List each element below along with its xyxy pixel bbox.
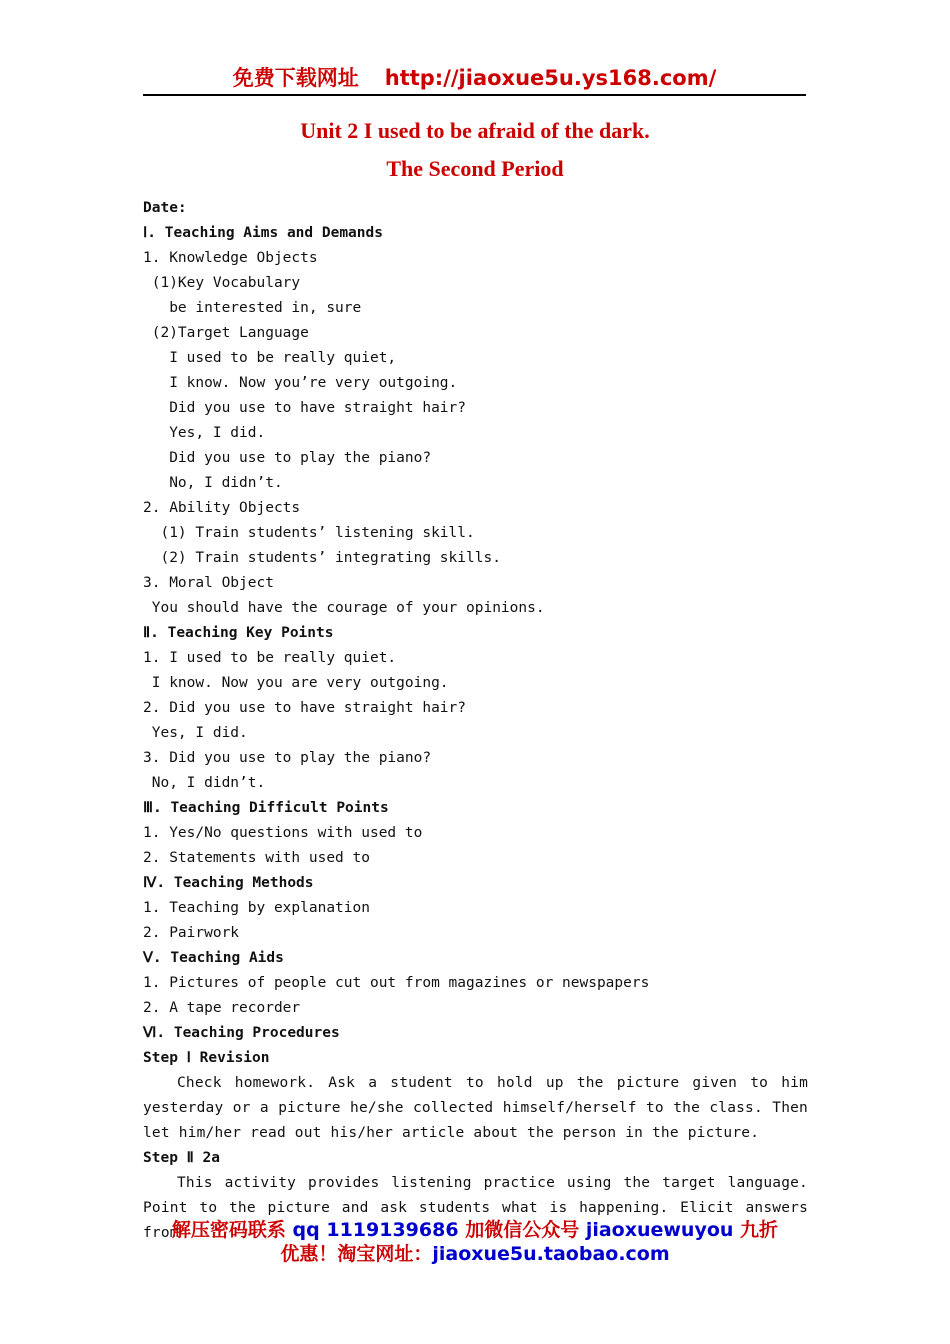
content-line: No, I didn’t. [143,775,266,791]
content-line: (1) Train students’ listening skill. [143,525,475,541]
unit-title: Unit 2 I used to be afraid of the dark. [300,118,650,143]
content-line: I know. Now you are very outgoing. [143,675,449,691]
section-heading: Ⅵ. Teaching Procedures [143,1025,340,1041]
content-line: be interested in, sure [143,300,362,316]
section-heading: Ⅰ. Teaching Aims and Demands [143,225,383,241]
lesson-content [143,196,808,1246]
content-line: 2. A tape recorder [143,1000,301,1016]
content-line: 2. Did you use to have straight hair? [143,700,467,716]
footer-line-2 [0,1242,950,1266]
section-heading: Step Ⅰ Revision [143,1050,270,1066]
content-line: No, I didn’t. [143,475,283,491]
content-line: 1. Pictures of people cut out from magazines or newspapers [143,975,650,991]
content-line: 3. Did you use to play the piano? [143,750,432,766]
footer-wechat-id: jiaoxuewuyou [585,1219,734,1241]
content-line: (2)Target Language [143,325,309,341]
content-line: 2. Ability Objects [143,500,301,516]
footer-shop-url[interactable]: jiaoxue5u.taobao.com [432,1243,670,1265]
step-2-paragraph: This activity provides listening practice using the target language. Point to the picture and ask students what is happening. Elicit answers from [143,1175,808,1241]
content-line: I used to be really quiet, [143,350,397,366]
section-heading: Date: [143,200,187,216]
content-line: 1. Yes/No questions with used to [143,825,423,841]
content-line: I know. Now you’re very outgoing. [143,375,458,391]
header-url[interactable]: http://jiaoxue5u.ys168.com/ [384,66,717,90]
footer-line-1 [0,1218,950,1242]
footer-wechat-label: 加微信公众号 [458,1219,586,1241]
content-line: 3. Moral Object [143,575,274,591]
content-line: 1. I used to be really quiet. [143,650,397,666]
content-line: 1. Knowledge Objects [143,250,318,266]
content-line: Yes, I did. [143,425,266,441]
content-line: Yes, I did. [143,725,248,741]
content-line: You should have the courage of your opinions. [143,600,545,616]
footer-qq: qq 1119139686 [292,1219,459,1241]
footer-password-label: 解压密码联系 [171,1219,293,1241]
section-heading: Ⅱ. Teaching Key Points [143,625,334,641]
outline-lines [143,196,808,1071]
content-line: 2. Pairwork [143,925,240,941]
footer-shop-label: 优惠！淘宝网址： [280,1243,433,1265]
content-line: Did you use to have straight hair? [143,400,467,416]
section-heading: Ⅲ. Teaching Difficult Points [143,800,389,816]
content-line: 2. Statements with used to [143,850,370,866]
content-line: Did you use to play the piano? [143,450,432,466]
step-2-heading: Step Ⅱ 2a [143,1150,220,1166]
revision-paragraph: Check homework. Ask a student to hold up the picture given to him yesterday or a picture he/she collected himself/herself to the class. Then let him/her read out his/her article about the person in the picture. [143,1075,808,1141]
section-heading: Ⅳ. Teaching Methods [143,875,314,891]
page-header [143,62,806,96]
content-line: (2) Train students’ integrating skills. [143,550,501,566]
content-line: 1. Teaching by explanation [143,900,370,916]
footer-discount: 九折 [733,1219,779,1241]
section-heading: Ⅴ. Teaching Aids [143,950,284,966]
content-line: (1)Key Vocabulary [143,275,301,291]
header-label: 免费下载网址 [232,66,359,90]
period-title: The Second Period [386,156,564,181]
